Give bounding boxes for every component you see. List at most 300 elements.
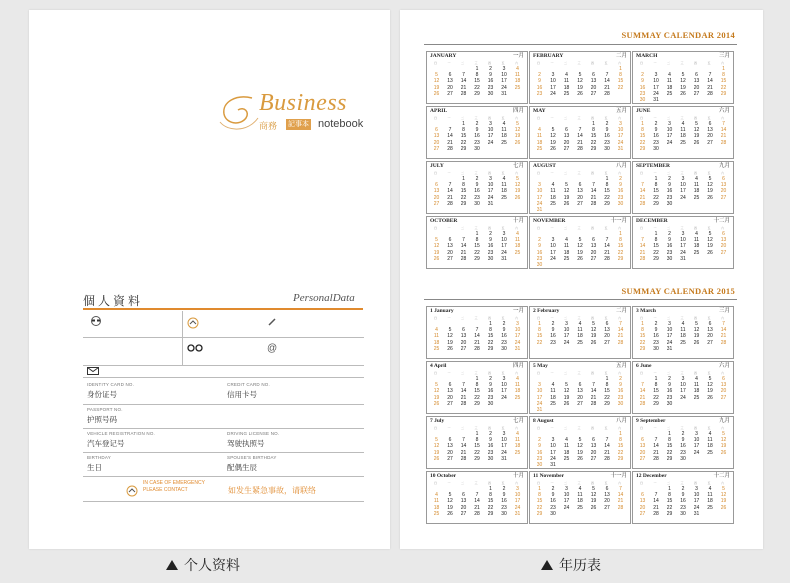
weekday-label: 四 [488, 316, 492, 320]
day-number: 14 [720, 327, 727, 334]
day-number: 2 [654, 121, 658, 127]
day-number: 10 [563, 492, 570, 499]
month-block [632, 306, 734, 359]
day-number: 15 [617, 78, 624, 85]
weekday-label: 二 [564, 226, 568, 230]
month-block [632, 106, 734, 159]
day-number: 11 [693, 182, 700, 189]
day-number: 1 [668, 431, 671, 437]
day-number: 26 [707, 249, 713, 256]
weekday-label: 六 [721, 426, 725, 430]
weekday-label: 五 [707, 171, 711, 175]
day-number: 22 [653, 194, 659, 201]
month-name-cn: 十月 [512, 218, 524, 224]
day-number: 18 [550, 194, 556, 201]
weekday-label: 四 [591, 481, 595, 485]
weekday-label: 四 [488, 426, 492, 430]
weekday-label: 三 [577, 116, 581, 120]
month-name: JUNE [636, 108, 651, 114]
day-number: 8 [619, 237, 622, 244]
day-number: 11 [707, 492, 713, 499]
day-number: 25 [501, 194, 507, 201]
weekday-label: 六 [721, 116, 725, 120]
day-number: 21 [460, 84, 467, 91]
day-number: 1 [722, 66, 725, 72]
day-number: 12 [720, 437, 727, 444]
day-number: 5 [435, 382, 438, 389]
month-name: NOVEMBER [533, 218, 566, 224]
day-number: 2 [538, 437, 541, 444]
day-number: 6 [722, 176, 725, 182]
day-number: 10 [487, 127, 494, 134]
day-number: 11 [514, 72, 521, 79]
weekday-label: 三 [474, 371, 478, 375]
day-number: 16 [666, 188, 673, 195]
day-number: 10 [550, 443, 556, 450]
day-number: 9 [489, 437, 492, 444]
weekday-label: 四 [694, 371, 698, 375]
day-number: 14 [460, 388, 467, 395]
day-number: 8 [538, 327, 541, 334]
day-number: 3 [695, 431, 698, 437]
day-number: 29 [617, 455, 624, 462]
weekday-label: 六 [618, 116, 622, 120]
day-grid [636, 121, 730, 156]
weekday-label: 二 [667, 426, 671, 430]
day-number: 14 [604, 78, 610, 85]
day-number: 9 [538, 243, 541, 250]
day-number: 13 [604, 327, 610, 334]
weekday-label: 六 [721, 481, 725, 485]
day-number: 24 [536, 200, 543, 207]
weekday-label: 四 [591, 61, 595, 65]
month-name: 2 February [533, 308, 560, 314]
day-number: 27 [720, 394, 727, 401]
weekday-label: 一 [447, 226, 451, 230]
day-number: 17 [666, 133, 673, 140]
weekday-label: 四 [488, 226, 492, 230]
weekday-label: 二 [667, 171, 671, 175]
weekday-row [533, 61, 627, 65]
month-name: 10 October [430, 473, 457, 479]
weekday-label: 三 [474, 171, 478, 175]
day-number: 22 [653, 249, 659, 256]
day-number: 2 [619, 176, 622, 182]
day-number: 11 [514, 382, 521, 389]
day-number: 17 [680, 243, 686, 250]
weekday-label: 三 [474, 61, 478, 65]
day-number: 16 [550, 498, 556, 505]
day-number: 23 [604, 139, 610, 146]
day-number: 9 [605, 127, 609, 134]
home-icon [187, 317, 199, 333]
day-number: 8 [605, 182, 609, 189]
day-number: 28 [707, 90, 713, 97]
day-number: 30 [653, 345, 659, 352]
day-number: 6 [592, 237, 595, 244]
weekday-row [430, 116, 524, 120]
weekday-label: 六 [618, 226, 622, 230]
day-number: 12 [707, 382, 713, 389]
emergency-label-en: IN CASE OF EMERGENCY PLEASE CONTACT [143, 480, 205, 493]
weekday-label: 日 [640, 61, 644, 65]
month-name: 6 June [636, 363, 652, 369]
up-triangle-icon [541, 560, 553, 570]
day-number: 2 [489, 431, 492, 437]
weekday-label: 日 [537, 226, 541, 230]
day-number: 23 [653, 339, 659, 346]
day-number: 30 [536, 262, 543, 268]
day-number: 2 [619, 376, 622, 382]
day-grid [430, 176, 524, 211]
day-number: 18 [707, 443, 713, 450]
day-number: 7 [462, 437, 465, 444]
weekday-label: 五 [501, 426, 505, 430]
day-number: 17 [680, 388, 686, 395]
day-number: 9 [668, 237, 671, 244]
day-number: 26 [514, 139, 521, 146]
weekday-label: 五 [707, 226, 711, 230]
weekday-label: 六 [515, 316, 519, 320]
day-number: 15 [617, 243, 624, 250]
day-number: 23 [501, 339, 507, 346]
day-number: 19 [563, 194, 570, 201]
day-number: 5 [448, 327, 452, 334]
day-number: 10 [501, 437, 507, 444]
day-number: 25 [514, 249, 521, 256]
day-number: 12 [720, 492, 727, 499]
day-number: 11 [680, 327, 686, 334]
day-number: 26 [707, 194, 713, 201]
weekday-label: 二 [461, 171, 465, 175]
day-number: 17 [487, 133, 494, 140]
day-number: 22 [474, 249, 480, 256]
day-number: 12 [433, 443, 440, 450]
day-number: 18 [693, 188, 700, 195]
day-number: 20 [707, 333, 713, 340]
day-number: 20 [433, 194, 440, 201]
weekday-label: 六 [515, 226, 519, 230]
day-number: 22 [474, 394, 480, 401]
month-block [632, 216, 734, 269]
weekday-label: 日 [537, 61, 541, 65]
day-number: 17 [487, 188, 494, 195]
day-number: 15 [666, 443, 673, 450]
weekday-label: 二 [461, 316, 465, 320]
day-number: 13 [460, 498, 467, 505]
day-number: 9 [654, 327, 658, 334]
day-number: 2 [681, 486, 685, 492]
day-number: 23 [550, 339, 556, 346]
day-number: 1 [605, 376, 609, 382]
day-number: 3 [502, 376, 506, 382]
day-number: 15 [536, 498, 543, 505]
day-number: 6 [448, 72, 452, 79]
month-block [529, 361, 631, 414]
day-number: 27 [720, 194, 727, 201]
day-number: 27 [577, 400, 583, 407]
day-number: 5 [565, 382, 568, 389]
day-number: 14 [474, 333, 480, 340]
day-number: 28 [639, 255, 646, 262]
day-number: 14 [590, 388, 597, 395]
day-number: 20 [447, 394, 453, 401]
day-number: 27 [447, 255, 453, 262]
day-number: 31 [653, 97, 659, 103]
day-number: 26 [590, 504, 597, 511]
day-number: 10 [693, 437, 700, 444]
day-number: 20 [720, 188, 727, 195]
weekday-label: 六 [618, 316, 622, 320]
day-number: 26 [447, 510, 453, 517]
day-number: 12 [563, 388, 570, 395]
day-number: 14 [447, 188, 453, 195]
day-number: 22 [604, 394, 610, 401]
weekday-label: 二 [564, 61, 568, 65]
day-number: 19 [433, 249, 440, 256]
day-number: 10 [680, 182, 686, 189]
month-name: 1 January [430, 308, 454, 314]
day-number: 8 [475, 382, 479, 389]
day-number: 11 [514, 437, 521, 444]
day-number: 2 [489, 231, 492, 237]
day-number: 1 [654, 231, 658, 237]
day-grid [533, 486, 627, 521]
weekday-label: 日 [434, 426, 438, 430]
day-number: 5 [435, 237, 438, 244]
month-name-cn: 十一月 [610, 473, 627, 479]
day-number: 10 [487, 182, 494, 189]
day-number: 22 [474, 449, 480, 456]
day-number: 11 [433, 498, 440, 505]
day-number: 24 [487, 194, 494, 201]
day-number: 15 [474, 443, 480, 450]
day-number: 19 [447, 504, 453, 511]
weekday-label: 一 [447, 481, 451, 485]
day-number: 7 [708, 72, 712, 79]
day-number: 21 [639, 394, 646, 401]
day-number: 6 [435, 182, 438, 189]
weekday-label: 六 [721, 226, 725, 230]
day-number: 1 [619, 66, 622, 72]
day-number: 3 [695, 486, 698, 492]
day-number: 25 [577, 504, 583, 511]
day-number: 16 [639, 84, 646, 91]
day-number: 29 [460, 145, 467, 152]
day-number: 3 [551, 437, 555, 444]
day-number: 8 [489, 327, 492, 334]
calendar-2014-grid [426, 51, 736, 275]
weekday-label: 五 [604, 426, 608, 430]
day-number: 12 [590, 492, 597, 499]
weekday-label: 五 [707, 316, 711, 320]
day-number: 19 [590, 333, 597, 340]
day-number: 14 [639, 188, 646, 195]
day-number: 26 [563, 200, 570, 207]
day-number: 7 [578, 127, 582, 134]
day-number: 28 [460, 455, 467, 462]
day-number: 29 [720, 90, 727, 97]
day-number: 14 [617, 327, 624, 334]
day-number: 6 [605, 321, 609, 327]
day-number: 24 [653, 90, 659, 97]
weekday-label: 六 [515, 481, 519, 485]
day-number: 18 [514, 443, 521, 450]
day-number: 27 [604, 504, 610, 511]
day-number: 29 [474, 455, 480, 462]
day-number: 18 [433, 339, 440, 346]
divider [182, 311, 183, 365]
day-number: 14 [653, 498, 659, 505]
day-number: 17 [550, 249, 556, 256]
weekday-label: 日 [434, 61, 438, 65]
day-number: 17 [501, 243, 507, 250]
day-number: 4 [435, 327, 438, 334]
day-grid [430, 431, 524, 466]
day-number: 18 [680, 333, 686, 340]
weekday-label: 五 [501, 316, 505, 320]
day-number: 21 [604, 449, 610, 456]
day-number: 27 [447, 90, 453, 97]
day-number: 30 [680, 455, 686, 462]
day-number: 8 [462, 127, 465, 134]
day-grid [533, 66, 627, 101]
divider [83, 452, 364, 453]
day-number: 30 [487, 90, 494, 97]
day-number: 19 [693, 133, 700, 140]
weekday-label: 四 [488, 371, 492, 375]
calendar-page [400, 10, 763, 549]
day-number: 20 [590, 249, 597, 256]
day-number: 22 [653, 394, 659, 401]
day-number: 6 [722, 231, 725, 237]
day-number: 11 [563, 243, 570, 250]
day-number: 2 [489, 376, 492, 382]
day-number: 14 [639, 388, 646, 395]
day-number: 26 [433, 400, 440, 407]
day-number: 17 [501, 443, 507, 450]
month-name-cn: 十二月 [713, 473, 730, 479]
divider [83, 365, 364, 366]
day-number: 3 [619, 121, 622, 127]
day-number: 29 [604, 400, 610, 407]
field-label-cn: 护照号码 [87, 415, 117, 424]
day-number: 22 [487, 504, 494, 511]
day-number: 15 [474, 78, 480, 85]
day-number: 1 [641, 121, 644, 127]
weekday-label: 日 [640, 481, 644, 485]
day-number: 7 [475, 327, 479, 334]
day-number: 2 [538, 72, 541, 79]
email-at-icon: @ [267, 343, 278, 354]
day-number: 4 [578, 321, 582, 327]
day-number: 26 [680, 90, 686, 97]
day-number: 15 [460, 188, 467, 195]
day-number: 15 [474, 388, 480, 395]
day-number: 23 [653, 139, 659, 146]
weekday-label: 三 [680, 61, 684, 65]
day-number: 15 [653, 388, 659, 395]
day-number: 11 [680, 127, 686, 134]
day-number: 26 [563, 400, 570, 407]
month-block [632, 161, 734, 214]
day-number: 30 [474, 200, 480, 207]
day-number: 10 [666, 127, 673, 134]
day-number: 6 [448, 237, 452, 244]
day-number: 22 [487, 339, 494, 346]
day-number: 31 [680, 255, 686, 262]
day-number: 8 [619, 72, 622, 79]
weekday-label: 日 [537, 371, 541, 375]
weekday-label: 一 [550, 116, 554, 120]
day-number: 4 [695, 176, 698, 182]
day-number: 8 [668, 437, 671, 444]
day-number: 23 [550, 504, 556, 511]
day-number: 4 [502, 121, 506, 127]
day-grid [636, 231, 730, 266]
day-number: 23 [474, 139, 480, 146]
day-number: 2 [551, 486, 555, 492]
day-number: 5 [708, 231, 712, 237]
day-number: 7 [722, 321, 725, 327]
day-number: 10 [680, 382, 686, 389]
day-number: 10 [536, 188, 543, 195]
day-number: 1 [462, 176, 465, 182]
weekday-label: 六 [515, 371, 519, 375]
day-number: 12 [433, 388, 440, 395]
day-number: 9 [654, 127, 658, 134]
weekday-label: 日 [640, 226, 644, 230]
day-number: 13 [460, 333, 467, 340]
month-block [426, 306, 528, 359]
weekday-label: 二 [461, 61, 465, 65]
month-name-cn: 八月 [615, 418, 627, 424]
logo-word: Business [259, 90, 347, 116]
logo-chinese: 商務 [259, 121, 278, 131]
weekday-label: 日 [434, 116, 438, 120]
day-grid [430, 321, 524, 356]
day-number: 27 [707, 139, 713, 146]
day-number: 21 [720, 333, 727, 340]
day-number: 20 [577, 394, 583, 401]
weekday-label: 一 [653, 171, 657, 175]
day-number: 18 [514, 78, 521, 85]
day-number: 24 [550, 90, 556, 97]
day-number: 29 [604, 200, 610, 207]
weekday-label: 六 [618, 481, 622, 485]
month-name-cn: 七月 [512, 163, 524, 169]
day-number: 18 [707, 498, 713, 505]
weekday-label: 一 [653, 481, 657, 485]
day-number: 2 [681, 431, 685, 437]
day-number: 20 [720, 243, 727, 250]
day-number: 5 [578, 437, 582, 444]
day-number: 7 [462, 237, 465, 244]
day-number: 9 [619, 382, 622, 389]
day-number: 10 [680, 237, 686, 244]
day-number: 11 [536, 133, 543, 140]
weekday-label: 六 [618, 61, 622, 65]
day-number: 1 [605, 176, 609, 182]
day-number: 11 [550, 388, 556, 395]
day-number: 26 [707, 394, 713, 401]
month-name: 12 December [636, 473, 667, 479]
day-number: 26 [720, 504, 727, 511]
day-number: 15 [536, 333, 543, 340]
day-number: 4 [516, 66, 519, 72]
day-number: 23 [666, 194, 673, 201]
weekday-label: 二 [564, 426, 568, 430]
